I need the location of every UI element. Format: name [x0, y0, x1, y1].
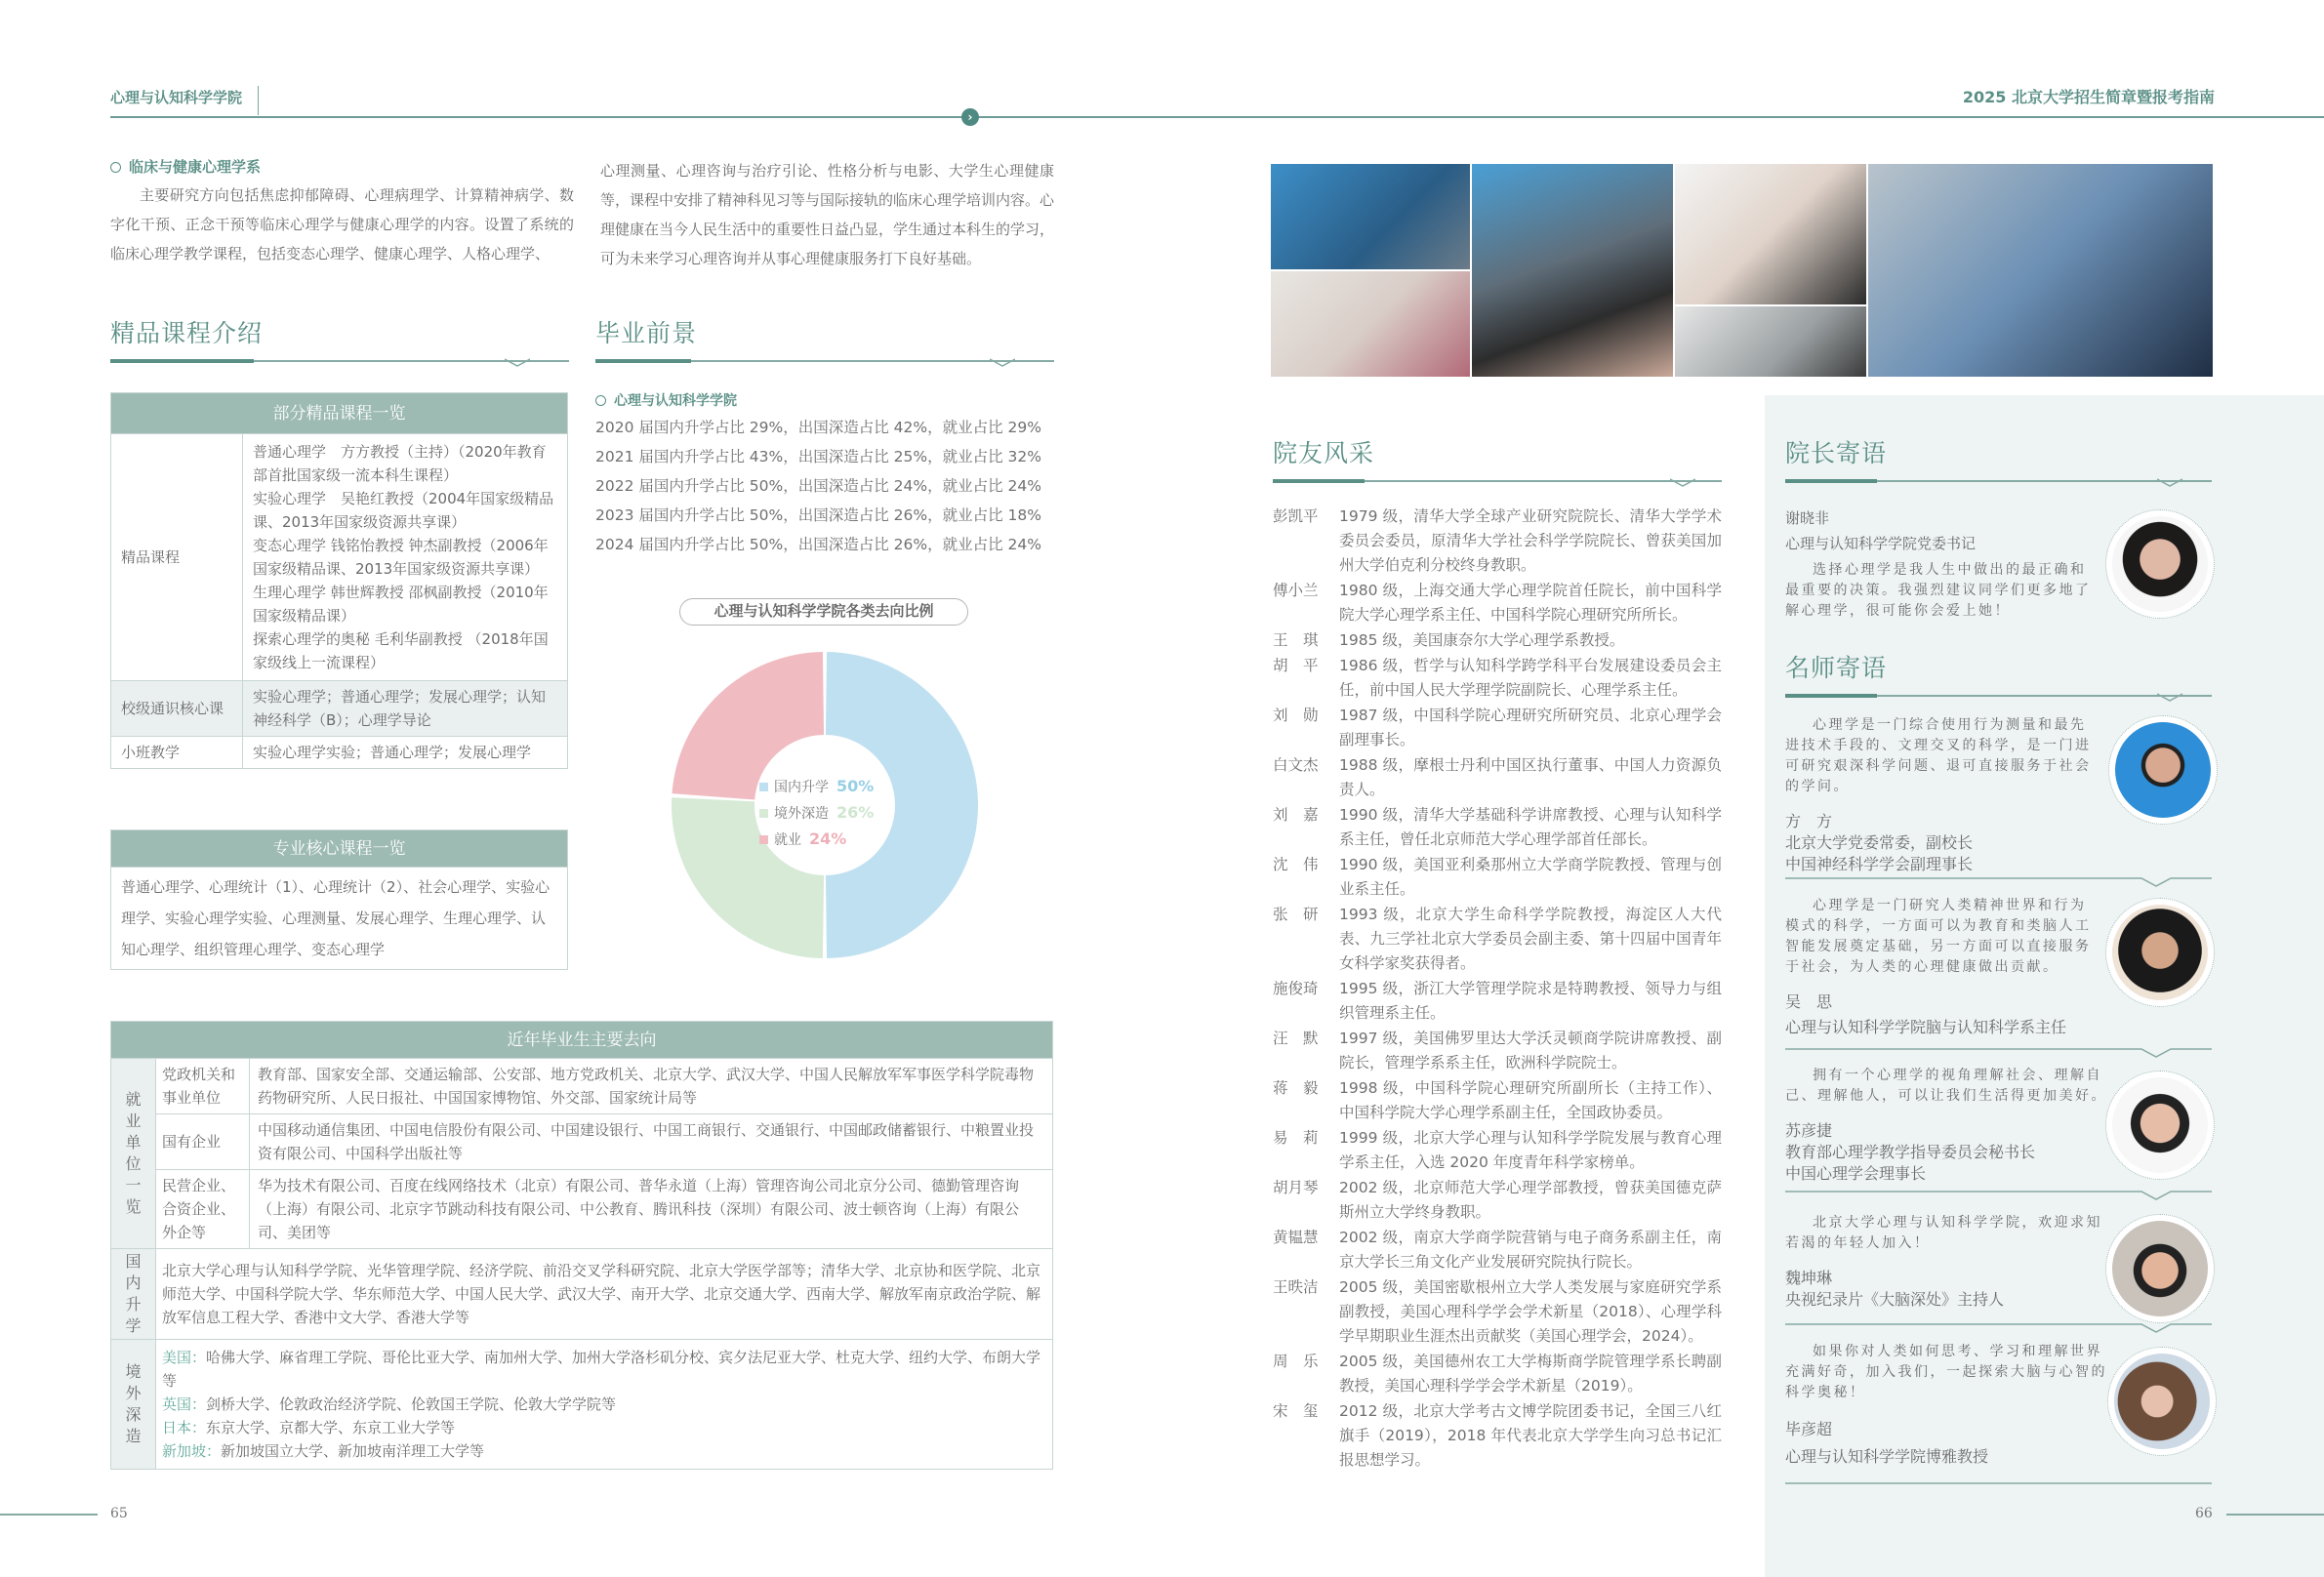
lab-photo-screen [1675, 306, 1866, 377]
list-item [1273, 1126, 1722, 1175]
employment-label: 就业单位一览 [111, 1059, 156, 1249]
avatar [2108, 715, 2218, 825]
teacher-card: 心理学是一门研究人类精神世界和行为模式的科学，一方面可以为教育和类脑人工智能发展奠定基础，另一方面可以直接服务于社会，为人类的心理健康做出贡献。 吴 思 心理与认知科学学院脑与认知科学系主任 [1785, 896, 2098, 1038]
lab-photo-eeg [1271, 164, 1470, 269]
row-label: 小班教学 [111, 737, 243, 769]
alumni-name: 汪 默 [1273, 1030, 1319, 1047]
title-rule [1785, 694, 2212, 704]
chevron-right-icon: › [961, 108, 979, 126]
title-rule [1785, 479, 2212, 489]
alumni-name: 周 乐 [1273, 1353, 1319, 1370]
chevron-down-icon [2157, 474, 2182, 487]
legend-item: 境外深造 26% [759, 800, 874, 827]
teachers-section-header [1785, 649, 2212, 704]
card-divider [1785, 1479, 2212, 1489]
photo-collage [1271, 164, 2213, 377]
running-header-right: 2025 北京大学招生简章暨报考指南 [1962, 88, 2215, 106]
row-label: 精品课程 [111, 434, 243, 681]
alumni-name: 宋 玺 [1273, 1402, 1319, 1420]
list-item [1273, 579, 1722, 627]
alumni-name: 刘 勋 [1273, 707, 1319, 724]
chevron-down-icon [1670, 474, 1695, 487]
alumni-desc: 2012 级，北京大学考古文博学院团委书记，全国三八红旗手（2019），2018 年代表北京大学学生向习总书记汇报思想学习。 [1339, 1402, 1722, 1469]
dean-name: 谢晓非 [1785, 509, 1830, 527]
table-header: 专业核心课程一览 [111, 830, 568, 868]
section-title: 毕业前景 [595, 319, 698, 347]
lab-photo-infant [1472, 164, 1673, 377]
alumni-desc: 1995 级，浙江大学管理学院求是特聘教授、领导力与组织管理系主任。 [1339, 980, 1722, 1022]
core-courses-table [110, 829, 568, 970]
list-item [1273, 1275, 1722, 1349]
employer-list: 华为技术有限公司、百度在线网络技术（北京）有限公司、普华永道（上海）管理咨询公司北京分公司、德勤管理咨询（上海）有限公司、北京字节跳动科技有限公司、中公教育、腾讯科技（深圳）有限公司、波士顿咨询（上海）有限公司、美团等 [250, 1170, 1053, 1249]
list-item [1273, 1226, 1722, 1274]
dean-message [1785, 507, 2098, 622]
list-item [1273, 1399, 1722, 1473]
alumni-name: 王 琪 [1273, 631, 1319, 649]
featured-courses-table [110, 392, 568, 769]
employer-list: 中国移动通信集团、中国电信股份有限公司、中国建设银行、中国工商银行、交通银行、中国邮政储蓄银行、中粮置业投资有限公司、中国科学出版社等 [250, 1114, 1053, 1170]
teacher-card: 拥有一个心理学的视角理解社会、理解自己、理解他人，可以让我们生活得更加美好。 苏彦捷 教育部心理学教学指导委员会秘书长 中国心理学会理事长 [1785, 1068, 2107, 1183]
alumni-desc: 2002 级，北京师范大学心理学部教授，曾获美国德克萨斯州立大学终身教职。 [1339, 1179, 1722, 1221]
alumni-name: 施俊琦 [1273, 980, 1319, 997]
abroad-list: 美国：哈佛大学、麻省理工学院、哥伦比亚大学、南加州大学、加州大学洛杉矶分校、宾夕法尼亚大学、杜克大学、纽约大学、布朗大学等 英国：剑桥大学、伦敦政治经济学院、伦敦国王学院、伦敦大学学院等 日本：东京大学、京都大学、东京工业大学等 新加坡：新加坡国立大学、新加坡南洋理工大学等 [156, 1340, 1053, 1470]
card-divider [1785, 1323, 2212, 1333]
avatar [2107, 1347, 2217, 1456]
stats-line: 2023 届国内升学占比 50%，出国深造占比 26%，就业占比 18% [595, 506, 1042, 524]
department-column-right [600, 156, 1054, 273]
domestic-label: 国内升学 [111, 1249, 156, 1340]
teacher-name: 方 方 [1785, 812, 1833, 830]
stats-line: 2022 届国内升学占比 50%，出国深造占比 24%，就业占比 24% [595, 477, 1042, 495]
alumni-desc: 1990 级，美国亚利桑那州立大学商学院教授、管理与创业系主任。 [1339, 856, 1722, 898]
alumni-desc: 1987 级，中国科学院心理研究所研究员、北京心理学会副理事长。 [1339, 707, 1722, 748]
alumni-desc: 1988 级，摩根士丹利中国区执行董事、中国人力资源负责人。 [1339, 756, 1722, 798]
avatar [2105, 1071, 2215, 1180]
card-divider [1785, 1191, 2212, 1200]
alumni-name: 沈 伟 [1273, 856, 1319, 873]
teacher-name: 魏坤琳 [1785, 1269, 1833, 1287]
employer-type: 党政机关和事业单位 [156, 1059, 250, 1114]
dean-section-header [1785, 434, 2212, 489]
table-header: 部分精品课程一览 [111, 393, 568, 434]
running-header-left: 心理与认知科学学院 [110, 86, 259, 115]
domestic-list: 北京大学心理与认知科学学院、光华管理学院、经济学院、前沿交叉学科研究院、北京大学医学部等；清华大学、北京协和医学院、北京师范大学、中国科学院大学、华东师范大学、中国人民大学、武汉大学、南开大学、北京交通大学、西南大学、解放军南京政治学院、解放军信息工程大学、香港中文大学、香港大学等 [156, 1249, 1053, 1340]
list-item [1273, 853, 1722, 902]
alumni-desc: 2005 级，美国德州农工大学梅斯商学院管理学系长聘副教授，美国心理科学学会学术新星（2019）。 [1339, 1353, 1722, 1395]
abroad-label: 境外深造 [111, 1340, 156, 1470]
section-title: 精品课程介绍 [110, 319, 264, 347]
row-label: 校级通识核心课 [111, 681, 243, 737]
courses-section-header [110, 314, 569, 369]
teacher-card: 心理学是一门综合使用行为测量和最先进技术手段的、文理交叉的科学，是一门进可研究艰深科学问题、退可直接服务于社会的学问。 方 方 北京大学党委常委，副校长 中国神经科学学会副理事长 [1785, 715, 2098, 875]
avatar [2105, 898, 2215, 1007]
list-item [1273, 1027, 1722, 1075]
title-rule [1273, 479, 1722, 489]
list-item [1273, 903, 1722, 976]
alumni-name: 彭凯平 [1273, 507, 1319, 525]
list-item [1273, 753, 1722, 802]
list-item [1273, 1076, 1722, 1125]
stats-line: 2020 届国内升学占比 29%，出国深造占比 42%，就业占比 29% [595, 419, 1042, 436]
department-heading: 临床与健康心理学系 [110, 156, 574, 177]
teacher-card: 北京大学心理与认知科学学院，欢迎求知若渴的年轻人加入！ 魏坤琳 央视纪录片《大脑深处》主持人 [1785, 1213, 2107, 1311]
list-item [1273, 1350, 1722, 1398]
core-courses-text: 普通心理学、心理统计（1）、心理统计（2）、社会心理学、实验心理学、实验心理学实验、心理测量、发展心理学、生理心理学、认知心理学、组织管理心理学、变态心理学 [111, 868, 568, 970]
teacher-name: 吴 思 [1785, 992, 1833, 1011]
circle-bullet-icon [595, 395, 606, 406]
chevron-down-icon [990, 354, 1015, 367]
prospects-stats [595, 390, 1064, 559]
alumni-desc: 1997 级，美国佛罗里达大学沃灵顿商学院讲席教授、副院长，管理学系系主任，欧洲科学院院士。 [1339, 1030, 1722, 1072]
employer-type: 民营企业、合资企业、外企等 [156, 1170, 250, 1249]
chevron-down-icon [2157, 689, 2182, 702]
table-header: 近年毕业生主要去向 [111, 1022, 1053, 1059]
alumni-name: 白文杰 [1273, 756, 1319, 774]
department-column-left [110, 156, 574, 268]
stats-list [595, 413, 1064, 559]
table-row [111, 681, 568, 737]
section-title: 名师寄语 [1785, 654, 1888, 682]
lab-photo-eyetracker [1675, 164, 1866, 304]
alumni-desc: 1986 级，哲学与认知科学跨学科平台发展建设委员会主任，前中国人民大学理学院副院长、心理学系主任。 [1339, 657, 1722, 699]
alumni-desc: 1980 级，上海交通大学心理学院首任院长，前中国科学院大学心理学系主任、中国科学院心理研究所所长。 [1339, 582, 1722, 624]
table-row [111, 1059, 1053, 1114]
circle-bullet-icon [110, 162, 121, 173]
row-content: 普通心理学 方方教授（主持）（2020年教育部首批国家级一流本科生课程） 实验心理学 吴艳红教授（2004年国家级精品课、2013年国家级资源共享课） 变态心理学 钱铭怡教授 钟杰副教授（2006年国家级精品课、2013年国家级资源共享课） 生理心理学 韩世辉教授 邵枫副教授（2010年国家级精品课） 探索心理学的奥秘 毛利华副教授 （2018年国家级线上一流课程） [243, 434, 568, 681]
alumni-desc: 1993 级，北京大学生命科学学院教授，海淀区人大代表、九三学社北京大学委员会副主委、第十四届中国青年女科学家奖获得者。 [1339, 906, 1722, 972]
page-number-left: 65 [110, 1506, 128, 1521]
alumni-list [1273, 505, 1722, 1474]
stats-line: 2024 届国内升学占比 50%，出国深造占比 26%，就业占比 24% [595, 536, 1042, 553]
dean-position: 心理与认知科学学院党委书记 [1785, 535, 1977, 552]
list-item [1273, 803, 1722, 852]
title-rule [110, 359, 569, 369]
row-content: 实验心理学；普通心理学；发展心理学；认知神经科学（B）；心理学导论 [243, 681, 568, 737]
chart-title: 心理与认知科学学院各类去向比例 [679, 598, 968, 626]
alumni-name: 易 莉 [1273, 1129, 1319, 1147]
alumni-desc: 2002 级，南京大学商学院营销与电子商务系副主任，南京大学长三角文化产业发展研究院执行院长。 [1339, 1229, 1722, 1271]
prospects-section-header [595, 314, 1054, 369]
employer-type: 国有企业 [156, 1114, 250, 1170]
footer-rule-right [2226, 1514, 2324, 1516]
alumni-desc: 1985 级，美国康奈尔大学心理学系教授。 [1339, 631, 1625, 649]
department-paragraph-left: 主要研究方向包括焦虑抑郁障碍、心理病理学、计算精神病学、数字化干预、正念干预等临床心理学与健康心理学的内容。设置了系统的临床心理学教学课程，包括变态心理学、健康心理学、人格心理学、 [110, 186, 574, 263]
chart-legend [759, 774, 874, 853]
table-row [111, 1114, 1053, 1170]
chevron-down-icon [505, 354, 530, 367]
employer-list: 教育部、国家安全部、交通运输部、公安部、地方党政机关、北京大学、武汉大学、中国人民解放军军事医学科学院毒物药物研究所、人民日报社、中国国家博物馆、外交部、国家统计局等 [250, 1059, 1053, 1114]
alumni-name: 张 研 [1273, 906, 1319, 923]
list-item [1273, 1176, 1722, 1225]
graduate-destinations-table [110, 1021, 1053, 1470]
avatar [2105, 509, 2215, 619]
alumni-name: 胡月琴 [1273, 1179, 1319, 1196]
card-divider [1785, 877, 2212, 887]
department-paragraph-right: 心理测量、心理咨询与治疗引论、性格分析与电影、大学生心理健康等，课程中安排了精神科见习等与国际接轨的临床心理学培训内容。心理健康在当今人民生活中的重要性日益凸显，学生通过本科生的学习，可为未来学习心理咨询并从事心理健康服务打下良好基础。 [600, 162, 1055, 267]
alumni-desc: 1999 级，北京大学心理与认知科学学院发展与教育心理学系主任，入选 2020 年度青年科学家榜单。 [1339, 1129, 1722, 1171]
page-number-right: 66 [2195, 1506, 2213, 1521]
legend-item: 国内升学 50% [759, 774, 874, 800]
footer-rule-left [0, 1514, 98, 1516]
prospects-subheading: 心理与认知科学学院 [595, 390, 1064, 410]
alumni-desc: 1979 级，清华大学全球产业研究院院长、清华大学学术委员会委员，原清华大学社会科学学院院长、曾获美国加州大学伯克利分校终身教职。 [1339, 507, 1722, 574]
table-row [111, 434, 568, 681]
section-title: 院长寄语 [1785, 439, 1888, 467]
alumni-name: 蒋 毅 [1273, 1079, 1319, 1097]
teacher-name: 毕彦超 [1785, 1420, 1833, 1438]
row-content: 实验心理学实验；普通心理学；发展心理学 [243, 737, 568, 769]
teacher-card: 如果你对人类如何思考、学习和理解世界充满好奇，加入我们，一起探索大脑与心智的科学奥秘！ 毕彦超 心理与认知科学学院博雅教授 [1785, 1344, 2107, 1466]
alumni-name: 王昳洁 [1273, 1278, 1319, 1296]
alumni-section-header [1273, 434, 1722, 489]
alumni-name: 傅小兰 [1273, 582, 1319, 599]
alumni-desc: 2005 级，美国密歇根州立大学人类发展与家庭研究学系副教授，美国心理科学学会学术新星（2018）、心理学科学早期职业生涯杰出贡献奖（美国心理学会，2024）。 [1339, 1278, 1722, 1345]
list-item [1273, 977, 1722, 1026]
dean-quote: 选择心理学是我人生中做出的最正确和最重要的决策。我强烈建议同学们更多地了解心理学，很可能你会爱上她！ [1785, 562, 2092, 619]
table-row [111, 1170, 1053, 1249]
card-divider [1785, 1048, 2212, 1058]
header-rule [110, 116, 2324, 118]
lab-photo-vr [1868, 164, 2213, 377]
table-row [111, 1249, 1053, 1340]
section-title: 院友风采 [1273, 439, 1375, 467]
teacher-name: 苏彦捷 [1785, 1121, 1833, 1140]
alumni-desc: 1998 级，中国科学院心理研究所副所长（主持工作）、中国科学院大学心理学系副主任，全国政协委员。 [1339, 1079, 1722, 1121]
list-item [1273, 654, 1722, 703]
table-row [111, 737, 568, 769]
lab-photo-robot [1271, 271, 1470, 377]
list-item [1273, 505, 1722, 578]
avatar [2105, 1214, 2215, 1323]
table-row [111, 1340, 1053, 1470]
alumni-name: 黄韫慧 [1273, 1229, 1319, 1246]
alumni-desc: 1990 级，清华大学基础科学讲席教授、心理与认知科学系主任，曾任北京师范大学心理学部首任部长。 [1339, 806, 1722, 848]
list-item [1273, 628, 1722, 653]
alumni-name: 刘 嘉 [1273, 806, 1319, 824]
stats-line: 2021 届国内升学占比 43%，出国深造占比 25%，就业占比 32% [595, 448, 1042, 465]
title-rule [595, 359, 1054, 369]
alumni-name: 胡 平 [1273, 657, 1319, 674]
list-item [1273, 704, 1722, 752]
legend-item: 就业 24% [759, 827, 874, 853]
